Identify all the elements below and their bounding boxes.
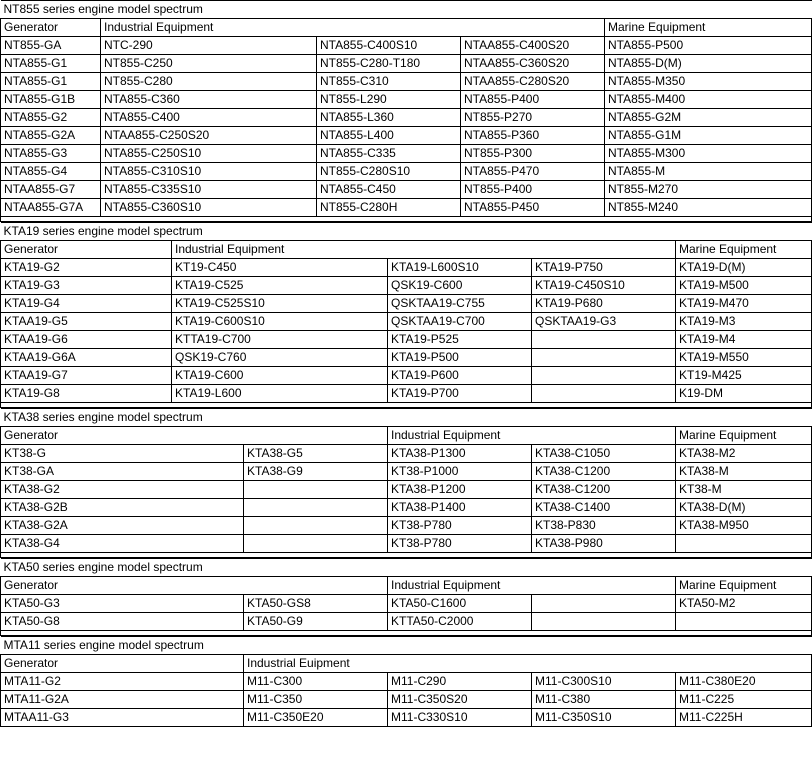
cell: NT855-C280S10	[317, 163, 461, 181]
cell: NTA855-G2	[1, 109, 101, 127]
cell: M11-C350E20	[244, 709, 388, 727]
cell: KTA38-G2B	[1, 499, 244, 517]
table-row	[1, 73, 812, 91]
table-row	[1, 517, 812, 535]
table-row	[1, 277, 812, 295]
table-row	[1, 331, 812, 349]
cell: KT38-P780	[388, 517, 532, 535]
header-marine: Marine Equipment	[676, 427, 812, 445]
cell: KTA19-M550	[676, 349, 812, 367]
cell: KTAA19-G6	[1, 331, 172, 349]
cell: KTA38-M950	[676, 517, 812, 535]
cell: M11-C350	[244, 691, 388, 709]
cell: KTA38-G2	[1, 481, 244, 499]
cell: NTAA855-C250S20	[101, 127, 317, 145]
section-gap	[1, 631, 812, 636]
table-row	[1, 595, 812, 613]
cell: NTA855-C250S10	[101, 145, 317, 163]
cell	[244, 499, 388, 517]
cell: NTA855-P500	[605, 37, 812, 55]
cell	[532, 385, 676, 403]
cell: KTTA19-C700	[172, 331, 388, 349]
cell: NT855-C280	[101, 73, 317, 91]
cell: KTA38-C1200	[532, 463, 676, 481]
cell: KTA50-C1600	[388, 595, 532, 613]
cell: KT19-M425	[676, 367, 812, 385]
nt855-table	[0, 0, 812, 222]
header-industrial: Industrial Euipment	[244, 655, 812, 673]
cell: KT38-P780	[388, 535, 532, 553]
cell: KTA38-P1300	[388, 445, 532, 463]
cell: KT38-P1000	[388, 463, 532, 481]
header-marine: Marine Equipment	[676, 241, 812, 259]
cell: KTA19-M4	[676, 331, 812, 349]
cell: NTA855-C400	[101, 109, 317, 127]
cell: NTA855-C360	[101, 91, 317, 109]
cell: KTAA19-G6A	[1, 349, 172, 367]
table-row	[1, 199, 812, 217]
table-row	[1, 55, 812, 73]
cell: NTA855-M	[605, 163, 812, 181]
cell: KTA19-P525	[388, 331, 532, 349]
section-title: NT855 series engine model spectrum	[1, 1, 812, 19]
cell: MTA11-G2A	[1, 691, 244, 709]
cell: KTA19-P700	[388, 385, 532, 403]
header-industrial: Industrial Equipment	[388, 427, 676, 445]
cell: NTAA855-G7A	[1, 199, 101, 217]
cell: KTA19-G8	[1, 385, 172, 403]
table-row	[1, 313, 812, 331]
cell: NTA855-D(M)	[605, 55, 812, 73]
cell: KTA19-L600	[172, 385, 388, 403]
table-row	[1, 127, 812, 145]
section-title: KTA38 series engine model spectrum	[1, 409, 812, 427]
cell: KTA38-C1050	[532, 445, 676, 463]
cell: KT38-M	[676, 481, 812, 499]
header-industrial: Industrial Equipment	[101, 19, 605, 37]
cell: NTAA855-C400S20	[461, 37, 605, 55]
header-generator: Generator	[1, 241, 172, 259]
header-generator: Generator	[1, 427, 388, 445]
cell: M11-C300	[244, 673, 388, 691]
cell: KTA19-M3	[676, 313, 812, 331]
cell: KTA19-C600S10	[172, 313, 388, 331]
cell: KTA19-M470	[676, 295, 812, 313]
cell: NTAA855-C360S20	[461, 55, 605, 73]
cell: NTAA855-G7	[1, 181, 101, 199]
cell: NTA855-G2M	[605, 109, 812, 127]
cell: MTAA11-G3	[1, 709, 244, 727]
cell: KTAA19-G5	[1, 313, 172, 331]
table-row	[1, 91, 812, 109]
section-title: MTA11 series engine model spectrum	[1, 637, 812, 655]
cell	[244, 481, 388, 499]
cell	[244, 535, 388, 553]
cell: KTA38-D(M)	[676, 499, 812, 517]
cell: KTTA50-C2000	[388, 613, 532, 631]
kta19-table	[0, 222, 812, 408]
cell	[532, 331, 676, 349]
cell	[244, 517, 388, 535]
cell: NTA855-L400	[317, 127, 461, 145]
cell: M11-C290	[388, 673, 532, 691]
cell: NT855-P300	[461, 145, 605, 163]
cell: KTA19-G2	[1, 259, 172, 277]
cell: KTA38-G4	[1, 535, 244, 553]
cell: NTA855-P470	[461, 163, 605, 181]
cell: NTA855-G1	[1, 73, 101, 91]
cell: M11-C225H	[676, 709, 812, 727]
table-row	[1, 463, 812, 481]
table-row	[1, 445, 812, 463]
cell: KTA19-P500	[388, 349, 532, 367]
table-row	[1, 163, 812, 181]
cell: NTA855-G2A	[1, 127, 101, 145]
header-generator: Generator	[1, 655, 244, 673]
cell: KT38-GA	[1, 463, 244, 481]
cell: KTA38-G5	[244, 445, 388, 463]
cell: NTA855-G3	[1, 145, 101, 163]
header-industrial: Industrial Equipment	[172, 241, 676, 259]
cell: NT855-P400	[461, 181, 605, 199]
table-row	[1, 481, 812, 499]
cell: NT855-C310	[317, 73, 461, 91]
cell: M11-C225	[676, 691, 812, 709]
table-row	[1, 613, 812, 631]
header-industrial: Industrial Equipment	[388, 577, 676, 595]
table-row	[1, 349, 812, 367]
cell: QSKTAA19-C700	[388, 313, 532, 331]
header-generator: Generator	[1, 19, 101, 37]
cell	[676, 613, 812, 631]
table-row	[1, 499, 812, 517]
cell: QSKTAA19-G3	[532, 313, 676, 331]
cell: NTA855-C310S10	[101, 163, 317, 181]
cell: KTA38-P1400	[388, 499, 532, 517]
section-title: KTA19 series engine model spectrum	[1, 223, 812, 241]
cell: NT855-GA	[1, 37, 101, 55]
cell: KTA38-G2A	[1, 517, 244, 535]
cell	[532, 349, 676, 367]
cell: KTA50-G3	[1, 595, 244, 613]
cell: KTA38-C1400	[532, 499, 676, 517]
cell: KTA19-C450S10	[532, 277, 676, 295]
cell: NTA855-M300	[605, 145, 812, 163]
cell: NTA855-C360S10	[101, 199, 317, 217]
cell: NTA855-C450	[317, 181, 461, 199]
cell: KTAA19-G7	[1, 367, 172, 385]
cell: KTA19-C600	[172, 367, 388, 385]
cell: KTA38-C1200	[532, 481, 676, 499]
cell: K19-DM	[676, 385, 812, 403]
cell: KTA19-C525	[172, 277, 388, 295]
cell: NTA855-C400S10	[317, 37, 461, 55]
header-generator: Generator	[1, 577, 388, 595]
cell: NTA855-G1M	[605, 127, 812, 145]
cell: KTA19-P680	[532, 295, 676, 313]
cell: NTC-290	[101, 37, 317, 55]
cell: M11-C330S10	[388, 709, 532, 727]
section-gap	[1, 217, 812, 222]
cell: KTA38-P1200	[388, 481, 532, 499]
cell: NT855-M240	[605, 199, 812, 217]
table-row	[1, 535, 812, 553]
cell: NT855-M270	[605, 181, 812, 199]
table-row	[1, 691, 812, 709]
cell: KTA50-GS8	[244, 595, 388, 613]
section-gap	[1, 553, 812, 558]
cell: NTA855-G1	[1, 55, 101, 73]
cell: KTA19-P750	[532, 259, 676, 277]
mta11-table	[0, 636, 812, 727]
cell: QSK19-C600	[388, 277, 532, 295]
cell: KT38-G	[1, 445, 244, 463]
table-row	[1, 181, 812, 199]
cell: KTA50-M2	[676, 595, 812, 613]
cell: KTA50-G8	[1, 613, 244, 631]
cell: KTA19-P600	[388, 367, 532, 385]
cell: KTA38-P980	[532, 535, 676, 553]
cell: NTA855-C335	[317, 145, 461, 163]
table-row	[1, 367, 812, 385]
cell: KTA19-L600S10	[388, 259, 532, 277]
cell: MTA11-G2	[1, 673, 244, 691]
cell: KTA19-G4	[1, 295, 172, 313]
cell	[676, 535, 812, 553]
kta38-table	[0, 408, 812, 558]
cell: KTA19-C525S10	[172, 295, 388, 313]
cell	[532, 595, 676, 613]
cell: NT855-C280H	[317, 199, 461, 217]
cell: KT19-C450	[172, 259, 388, 277]
table-row	[1, 259, 812, 277]
table-row	[1, 385, 812, 403]
cell: KTA19-M500	[676, 277, 812, 295]
cell: NTA855-M350	[605, 73, 812, 91]
cell: M11-C350S20	[388, 691, 532, 709]
cell: NT855-L290	[317, 91, 461, 109]
cell: NTAA855-C280S20	[461, 73, 605, 91]
cell: NTA855-G4	[1, 163, 101, 181]
header-marine: Marine Equipment	[676, 577, 812, 595]
table-row	[1, 709, 812, 727]
cell: KTA38-M	[676, 463, 812, 481]
cell: NTA855-P360	[461, 127, 605, 145]
cell: QSK19-C760	[172, 349, 388, 367]
cell: NTA855-G1B	[1, 91, 101, 109]
cell: M11-C380E20	[676, 673, 812, 691]
kta50-table	[0, 558, 812, 636]
cell: NTA855-P400	[461, 91, 605, 109]
table-row	[1, 37, 812, 55]
table-row	[1, 673, 812, 691]
cell: NT855-C280-T180	[317, 55, 461, 73]
table-row	[1, 109, 812, 127]
cell: NTA855-L360	[317, 109, 461, 127]
cell: KT38-P830	[532, 517, 676, 535]
section-gap	[1, 403, 812, 408]
cell: NT855-P270	[461, 109, 605, 127]
table-row	[1, 295, 812, 313]
cell: KTA19-D(M)	[676, 259, 812, 277]
cell: M11-C380	[532, 691, 676, 709]
table-row	[1, 145, 812, 163]
cell: M11-C350S10	[532, 709, 676, 727]
cell: NT855-C250	[101, 55, 317, 73]
cell: M11-C300S10	[532, 673, 676, 691]
cell: NTA855-P450	[461, 199, 605, 217]
cell: NTA855-M400	[605, 91, 812, 109]
cell: KTA19-G3	[1, 277, 172, 295]
cell	[532, 367, 676, 385]
cell	[532, 613, 676, 631]
cell: KTA38-M2	[676, 445, 812, 463]
cell: KTA38-G9	[244, 463, 388, 481]
header-marine: Marine Equipment	[605, 19, 812, 37]
section-title: KTA50 series engine model spectrum	[1, 559, 812, 577]
cell: QSKTAA19-C755	[388, 295, 532, 313]
cell: KTA50-G9	[244, 613, 388, 631]
cell: NTA855-C335S10	[101, 181, 317, 199]
